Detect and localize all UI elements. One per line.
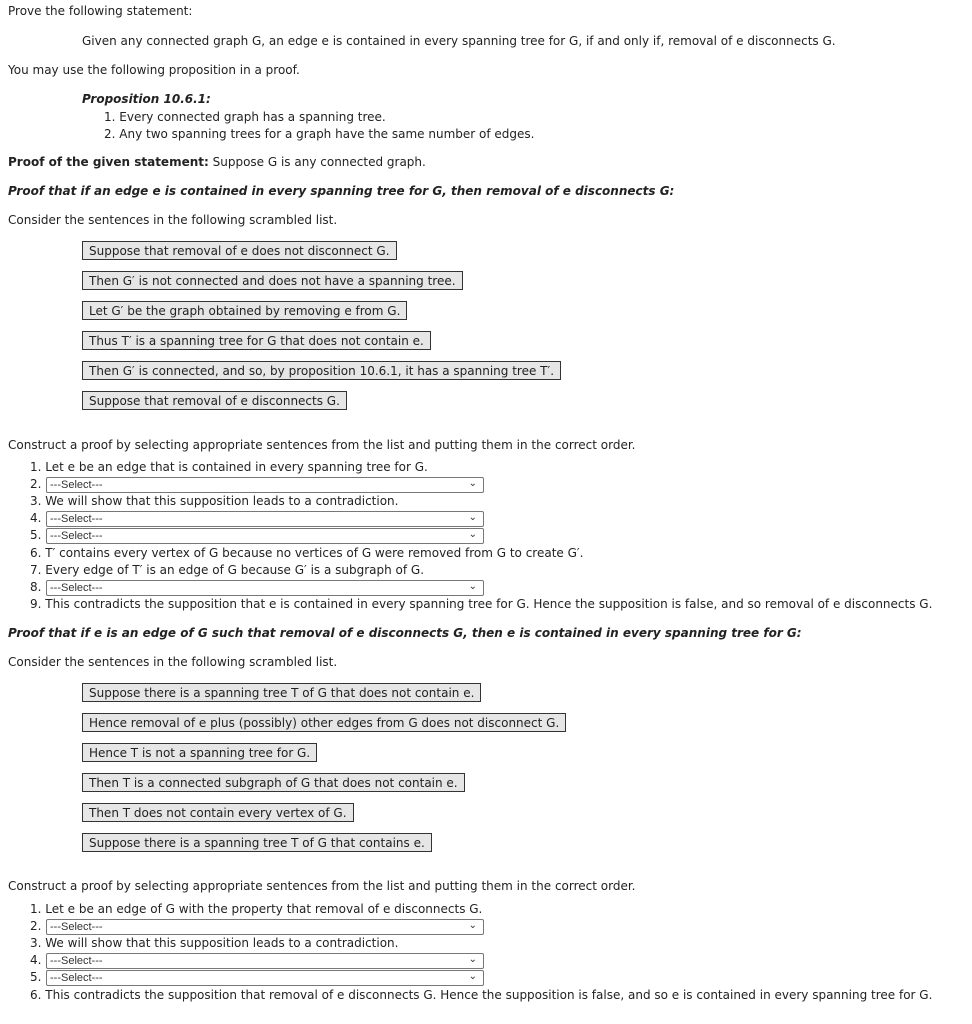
part1-heading: Proof that if an edge e is contained in every spanning tree for G, then removal of e disconnects G:: [8, 184, 675, 198]
proposition-item-2: 2. Any two spanning trees for a graph have the same number of edges.: [104, 127, 535, 141]
part1-card-5[interactable]: Then G′ is connected, and so, by proposition 10.6.1, it has a spanning tree T′.: [82, 361, 561, 380]
part2-card-3[interactable]: Hence T is not a spanning tree for G.: [82, 743, 317, 762]
chevron-down-icon: ⌄: [468, 581, 477, 592]
part2-step-2-num: 2.: [30, 919, 42, 933]
part1-card-1[interactable]: Suppose that removal of e does not disconnect G.: [82, 241, 397, 260]
part2-construct: Construct a proof by selecting appropriate sentences from the list and putting them in the correct order.: [8, 879, 636, 893]
chevron-down-icon: ⌄: [468, 920, 477, 931]
part1-step-7: 7. Every edge of T′ is an edge of G because G′ is a subgraph of G.: [30, 563, 425, 577]
chevron-down-icon: ⌄: [468, 971, 477, 982]
part2-card-5[interactable]: Then T does not contain every vertex of G.: [82, 803, 354, 822]
select-value: ---Select---: [50, 530, 103, 542]
part2-step-4-select[interactable]: [46, 953, 484, 969]
part1-construct: Construct a proof by selecting appropriate sentences from the list and putting them in the correct order.: [8, 438, 636, 452]
part1-step-2-num: 2.: [30, 477, 42, 491]
part1-step-8-num: 8.: [30, 580, 42, 594]
select-value: ---Select---: [50, 955, 103, 967]
part1-card-2[interactable]: Then G′ is not connected and does not have a spanning tree.: [82, 271, 463, 290]
part1-step-5-num: 5.: [30, 528, 42, 542]
part1-step-9: 9. This contradicts the supposition that e is contained in every spanning tree for G. Hence the supposition is false, and so removal of e disconnects G.: [30, 597, 933, 611]
part1-step-2-select[interactable]: [46, 477, 484, 493]
part1-card-4[interactable]: Thus T′ is a spanning tree for G that does not contain e.: [82, 331, 431, 350]
part1-card-3[interactable]: Let G′ be the graph obtained by removing e from G.: [82, 301, 407, 320]
select-value: ---Select---: [50, 479, 103, 491]
chevron-down-icon: ⌄: [468, 478, 477, 489]
part2-card-1[interactable]: Suppose there is a spanning tree T of G that does not contain e.: [82, 683, 481, 702]
part2-card-6[interactable]: Suppose there is a spanning tree T of G that contains e.: [82, 833, 432, 852]
proof-given-text: Suppose G is any connected graph.: [208, 155, 426, 169]
part1-step-4-select[interactable]: [46, 511, 484, 527]
proposition-title: Proposition 10.6.1:: [82, 92, 211, 106]
part2-step-5-select[interactable]: [46, 970, 484, 986]
part2-consider: Consider the sentences in the following scrambled list.: [8, 655, 338, 669]
part1-step-4-num: 4.: [30, 511, 42, 525]
part2-step-1: 1. Let e be an edge of G with the property that removal of e disconnects G.: [30, 902, 483, 916]
select-value: ---Select---: [50, 513, 103, 525]
part1-card-6[interactable]: Suppose that removal of e disconnects G.: [82, 391, 347, 410]
select-value: ---Select---: [50, 582, 103, 594]
part2-step-6: 6. This contradicts the supposition that removal of e disconnects G. Hence the supposition is false, and so e is contained in every spanning tree for G.: [30, 988, 933, 1002]
part2-step-2-select[interactable]: [46, 919, 484, 935]
may-use-text: You may use the following proposition in a proof.: [8, 63, 300, 77]
part1-step-6: 6. T′ contains every vertex of G because no vertices of G were removed from G to create G′.: [30, 546, 584, 560]
proposition-item-1: 1. Every connected graph has a spanning tree.: [104, 110, 386, 124]
intro-text: Prove the following statement:: [8, 4, 193, 18]
chevron-down-icon: ⌄: [468, 529, 477, 540]
part1-step-1: 1. Let e be an edge that is contained in every spanning tree for G.: [30, 460, 428, 474]
part1-step-8-select[interactable]: [46, 580, 484, 596]
part2-step-3: 3. We will show that this supposition leads to a contradiction.: [30, 936, 399, 950]
part2-step-5-num: 5.: [30, 970, 42, 984]
part2-card-2[interactable]: Hence removal of e plus (possibly) other edges from G does not disconnect G.: [82, 713, 566, 732]
select-value: ---Select---: [50, 972, 103, 984]
chevron-down-icon: ⌄: [468, 954, 477, 965]
statement-text: Given any connected graph G, an edge e is contained in every spanning tree for G, if and only if, removal of e disconnects G.: [82, 34, 836, 48]
part2-card-4[interactable]: Then T is a connected subgraph of G that does not contain e.: [82, 773, 465, 792]
proof-given-label: Proof of the given statement:: [8, 155, 209, 169]
proof-given: [8, 155, 426, 169]
part1-consider: Consider the sentences in the following scrambled list.: [8, 213, 338, 227]
part1-step-5-select[interactable]: [46, 528, 484, 544]
chevron-down-icon: ⌄: [468, 512, 477, 523]
part1-step-3: 3. We will show that this supposition leads to a contradiction.: [30, 494, 399, 508]
part2-step-4-num: 4.: [30, 953, 42, 967]
part2-heading: Proof that if e is an edge of G such that removal of e disconnects G, then e is contained in every spanning tree for G:: [8, 626, 802, 640]
select-value: ---Select---: [50, 921, 103, 933]
